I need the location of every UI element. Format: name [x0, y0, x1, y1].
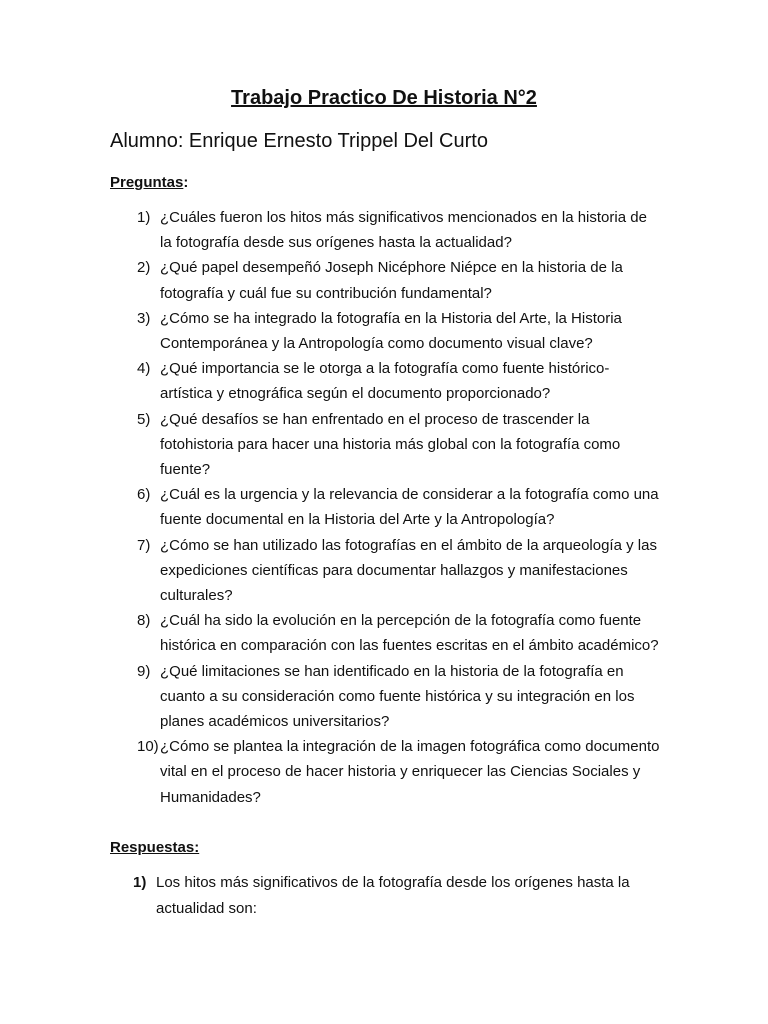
- question-item: [0, 356, 768, 406]
- question-number: 8): [137, 612, 151, 630]
- question-text: ¿Cómo se han utilizado las fotografías en el ámbito de la arqueología y las expediciones científicas para documentar hallazgos y manifestaciones culturales?: [160, 536, 657, 605]
- question-number: 2): [137, 259, 151, 277]
- question-number: 10): [137, 738, 159, 756]
- document-title: Trabajo Practico De Historia N°2: [231, 87, 537, 109]
- question-number: 5): [137, 410, 151, 428]
- question-item: [0, 306, 768, 356]
- question-item: [0, 482, 768, 532]
- student-name: Alumno: Enrique Ernesto Trippel Del Curto: [110, 130, 488, 152]
- question-number: 7): [137, 536, 151, 554]
- question-item: [0, 533, 768, 609]
- question-number: 4): [137, 360, 151, 378]
- question-text: ¿Qué papel desempeñó Joseph Nicéphore Niépce en la historia de la fotografía y cuál fue su contribución fundamental?: [160, 259, 623, 302]
- question-text: ¿Qué limitaciones se han identificado en la historia de la fotografía en cuanto a su consideración como fuente histórica y su integración en los planes académicos universitarios?: [160, 662, 635, 731]
- question-item: [0, 608, 768, 658]
- question-text: ¿Qué desafíos se han enfrentado en el proceso de trascender la fotohistoria para hacer una historia más global con la fotografía como fuente?: [160, 410, 621, 479]
- question-text: ¿Cuál es la urgencia y la relevancia de considerar a la fotografía como una fuente documental en la Historia del Arte y la Antropología?: [160, 486, 659, 529]
- question-number: 1): [137, 209, 151, 226]
- questions-heading-colon: :: [183, 174, 189, 191]
- question-item: [0, 407, 768, 483]
- question-item: [0, 205, 768, 255]
- question-text: ¿Cuáles fueron los hitos más significativos mencionados en la historia de la fotografía desde sus orígenes hasta la actualidad?: [160, 209, 647, 252]
- question-text: ¿Qué importancia se le otorga a la fotografía como fuente histórico-artística y etnográfica según el documento proporcionado?: [160, 360, 610, 403]
- question-number: 6): [137, 486, 151, 504]
- question-text: ¿Cómo se ha integrado la fotografía en la Historia del Arte, la Historia Contemporánea y la Antropología como documento visual clave?: [160, 309, 622, 353]
- answer-number: 1): [133, 874, 147, 891]
- question-item: [0, 659, 768, 735]
- question-item: [0, 255, 768, 305]
- answers-heading: Respuestas:: [110, 839, 200, 856]
- question-text: ¿Cuál ha sido la evolución en la percepción de la fotografía como fuente histórica en comparación con las fuentes escritas en el ámbito académico?: [160, 612, 659, 655]
- questions-heading-label: Preguntas: [110, 174, 184, 191]
- answer-item: [0, 870, 768, 922]
- question-text: ¿Cómo se plantea la integración de la imagen fotográfica como documento vital en el proceso de hacer historia y enriquecer las Ciencias Sociales y Humanidades?: [160, 738, 660, 806]
- questions-heading: [110, 173, 188, 193]
- question-number: 9): [137, 662, 151, 680]
- question-item: [0, 734, 768, 810]
- question-number: 3): [137, 309, 151, 327]
- answer-text: Los hitos más significativos de la fotografía desde los orígenes hasta la actualidad son:: [156, 874, 630, 917]
- questions-list: [0, 205, 768, 810]
